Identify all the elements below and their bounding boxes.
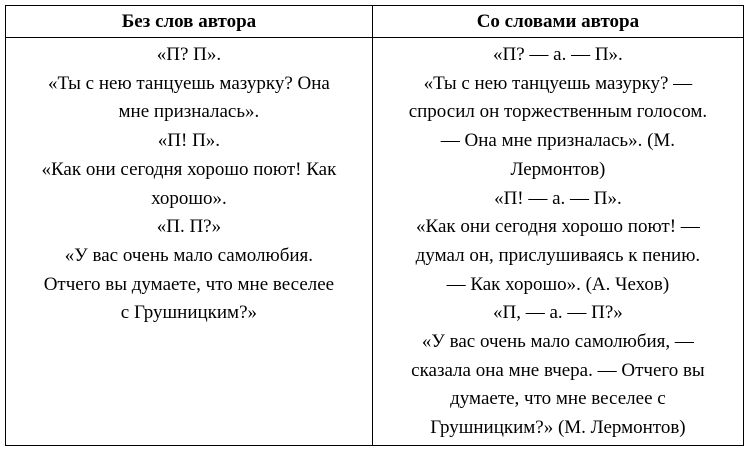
text-line: «Ты с нею танцуешь мазурку? — xyxy=(423,72,693,94)
header-with-author-words: Со словами автора xyxy=(372,6,743,38)
text-line: думаете, что мне веселее с xyxy=(450,388,666,410)
text-line: «У вас очень мало самолюбия. xyxy=(64,244,314,266)
cell-with-author-words xyxy=(372,38,743,446)
text-line: «П! П». xyxy=(157,130,221,152)
text-line: сказала она мне вчера. — Отчего вы xyxy=(411,359,705,381)
text-line: Грушницким?» (М. Лермонтов) xyxy=(430,417,686,439)
text-line: думал он, прислушиваясь к пению. xyxy=(415,244,701,266)
text-line: хорошо». xyxy=(151,187,227,209)
text-line: Лермонтов) xyxy=(510,158,606,180)
text-line: спросил он торжественным голосом. xyxy=(408,101,708,123)
text-line: — Она мне призналась». (М. xyxy=(440,130,676,152)
text-line: с Грушницким?» xyxy=(120,302,258,324)
text-line: «У вас очень мало самолюбия, — xyxy=(421,331,694,353)
text-line: «П, — а. — П?» xyxy=(493,302,623,324)
text-line: «П! — а. — П». xyxy=(494,187,622,209)
comparison-table xyxy=(5,5,744,446)
text-line: Отчего вы думаете, что мне веселее xyxy=(43,273,335,295)
header-row xyxy=(6,6,744,38)
text-line: — Как хорошо». (А. Чехов) xyxy=(446,273,670,295)
text-line: «Ты с нею танцуешь мазурку? Она xyxy=(47,72,330,94)
cell-without-author-words xyxy=(6,38,373,446)
text-line: «П? П». xyxy=(156,44,222,65)
text-line: «П. П?» xyxy=(156,216,222,238)
table-row xyxy=(6,38,744,446)
text-line: «П? — а. — П». xyxy=(493,44,623,65)
text-line: «Как они сегодня хорошо поют! Как xyxy=(41,158,337,180)
header-without-author-words: Без слов автора xyxy=(6,6,373,38)
text-line: «Как они сегодня хорошо поют! — xyxy=(416,216,700,238)
text-line: мне призналась». xyxy=(118,101,260,123)
